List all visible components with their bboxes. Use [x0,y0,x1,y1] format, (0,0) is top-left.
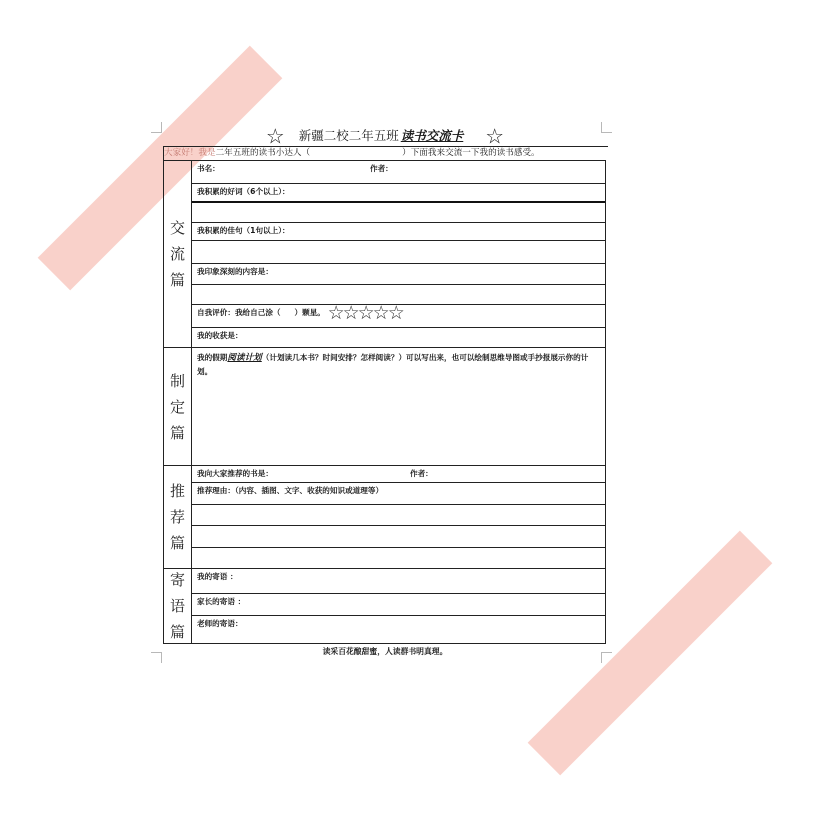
recommend-author-label: 作者： [410,469,433,478]
reading-card [163,122,607,662]
plan-description: （计划读几本书？时间安排？怎样阅读？）可以写出来，也可以绘制思维导图或手抄报展示你的计划。 [197,353,589,376]
my-message-label: 我的寄语 ： [197,572,238,581]
teacher-message-label: 老师的寄语： [197,619,243,628]
plan-prefix: 我的假期 [197,353,228,362]
recommend-blank-2[interactable] [192,526,605,548]
plan-italic: 阅读计划 [227,353,262,363]
self-eval-row[interactable] [192,305,605,328]
intro-line [163,146,608,160]
section-message [164,569,605,643]
teacher-message-row[interactable] [192,616,605,643]
intro-greeting: 大家好！我是 [164,148,216,158]
good-sentences-blank[interactable] [192,241,605,264]
impressive-content-blank[interactable] [192,285,605,305]
parent-message-label: 家长的寄语 ： [197,597,246,606]
section-label-message: 寄 语 篇 [164,569,192,643]
recommend-book-label: 我向大家推荐的书是： [197,469,273,478]
section-label-exchange: 交 流 篇 [164,161,192,347]
self-eval-label: 自我评价：我给自己涂（ [197,308,281,317]
star-left-icon: ☆ [265,124,285,149]
recommend-blank-1[interactable] [192,505,605,526]
impressive-content-row[interactable] [192,264,605,285]
book-name-row[interactable] [192,161,605,184]
card-title [163,124,607,148]
self-eval-suffix: ）颗星。 [294,308,325,317]
good-words-row[interactable] [192,184,605,203]
star-right-icon: ☆ [485,124,505,149]
book-name-label: 书名： [197,164,220,173]
parent-message-row[interactable] [192,594,605,616]
my-message-row[interactable] [192,569,605,594]
section-label-recommend: 推 荐 篇 [164,466,192,568]
recommend-book-row[interactable] [192,466,605,483]
intro-name-prompt: 二年五班的读书小达人（ [215,148,311,158]
gain-label: 我的收获是： [197,331,243,340]
recommend-reason-label: 推荐理由：（内容、插图、文字、收获的知识或道理等） [197,486,384,495]
title-italic: 读书交流卡 [400,128,464,143]
impressive-content-label: 我印象深刻的内容是： [197,267,273,276]
card-grid [163,160,606,644]
good-words-label: 我积累的好词（6个以上）： [197,187,290,196]
reading-plan-area[interactable] [192,348,605,466]
gain-row[interactable] [192,328,605,348]
good-sentences-row[interactable] [192,223,605,241]
good-sentences-label: 我积累的佳句（1句以上）： [197,226,290,235]
footer-motto: 读采百花酿甜蜜，人读群书明真理。 [322,647,448,656]
crop-mark-bottom-left [151,652,162,663]
recommend-reason-row[interactable] [192,483,605,505]
recommend-blank-3[interactable] [192,548,605,569]
good-words-blank[interactable] [192,203,605,223]
section-recommend [164,466,605,569]
crop-mark-top-left [151,122,162,133]
intro-closing: ）下面我来交流一下我的读书感受。 [402,148,540,158]
title-prefix: 新疆二校二年五班 [298,128,399,143]
section-exchange [164,161,605,348]
section-label-plan: 制 定 篇 [164,348,192,465]
rating-stars-icon[interactable]: ☆☆☆☆☆ [327,305,403,324]
author-label: 作者： [370,164,393,173]
section-plan [164,348,605,466]
